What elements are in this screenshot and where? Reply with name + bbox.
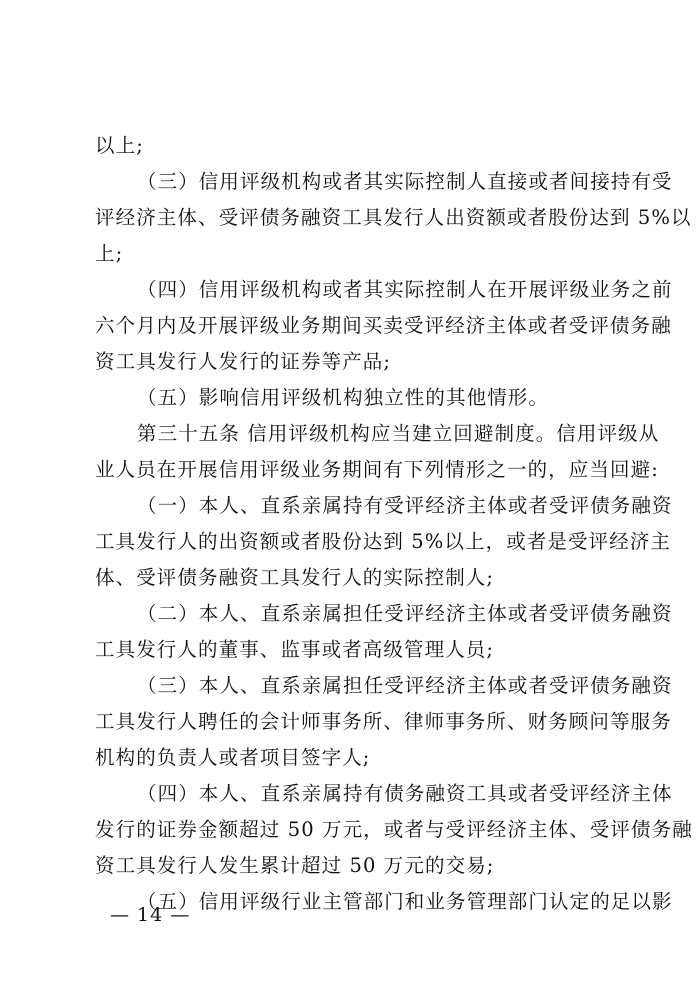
text-line: 资工具发行人发行的证券等产品; — [95, 350, 392, 373]
text-line: （四）信用评级机构或者其实际控制人在开展评级业务之前 — [137, 278, 673, 301]
text-line: 以上; — [95, 134, 144, 157]
text-line: （一）本人、直系亲属持有受评经济主体或者受评债务融资 — [137, 494, 673, 517]
text-line: （四）本人、直系亲属持有债务融资工具或者受评经济主体 — [137, 782, 673, 805]
text-line: （三）本人、直系亲属担任受评经济主体或者受评债务融资 — [137, 674, 673, 697]
text-line: 上; — [95, 242, 124, 265]
text-line: 评经济主体、受评债务融资工具发行人出资额或者股份达到 5%以 — [95, 206, 692, 229]
page-number: — 14 — — [110, 904, 191, 926]
text-line: （五）影响信用评级机构独立性的其他情形。 — [137, 386, 550, 409]
text-line: 资工具发行人发生累计超过 50 万元的交易; — [95, 854, 495, 877]
text-line: 业人员在开展信用评级业务期间有下列情形之一的，应当回避: — [95, 458, 659, 481]
text-line: 工具发行人的出资额或者股份达到 5%以上，或者是受评经济主 — [95, 530, 672, 553]
text-line: 六个月内及开展评级业务期间买卖受评经济主体或者受评债务融 — [95, 314, 672, 337]
text-line: （二）本人、直系亲属担任受评经济主体或者受评债务融资 — [137, 602, 673, 625]
text-line: 体、受评债务融资工具发行人的实际控制人; — [95, 566, 495, 589]
text-line: 工具发行人聘任的会计师事务所、律师事务所、财务顾问等服务 — [95, 710, 672, 733]
text-line: 发行的证券金额超过 50 万元，或者与受评经济主体、受评债务融 — [95, 818, 693, 841]
text-line: 第三十五条 信用评级机构应当建立回避制度。信用评级从 — [137, 422, 660, 445]
text-line: 机构的负责人或者项目签字人; — [95, 746, 371, 769]
text-line: （五）信用评级行业主管部门和业务管理部门认定的足以影 — [137, 890, 673, 913]
text-line: （三）信用评级机构或者其实际控制人直接或者间接持有受 — [137, 170, 673, 193]
text-line: 工具发行人的董事、监事或者高级管理人员; — [95, 638, 495, 661]
